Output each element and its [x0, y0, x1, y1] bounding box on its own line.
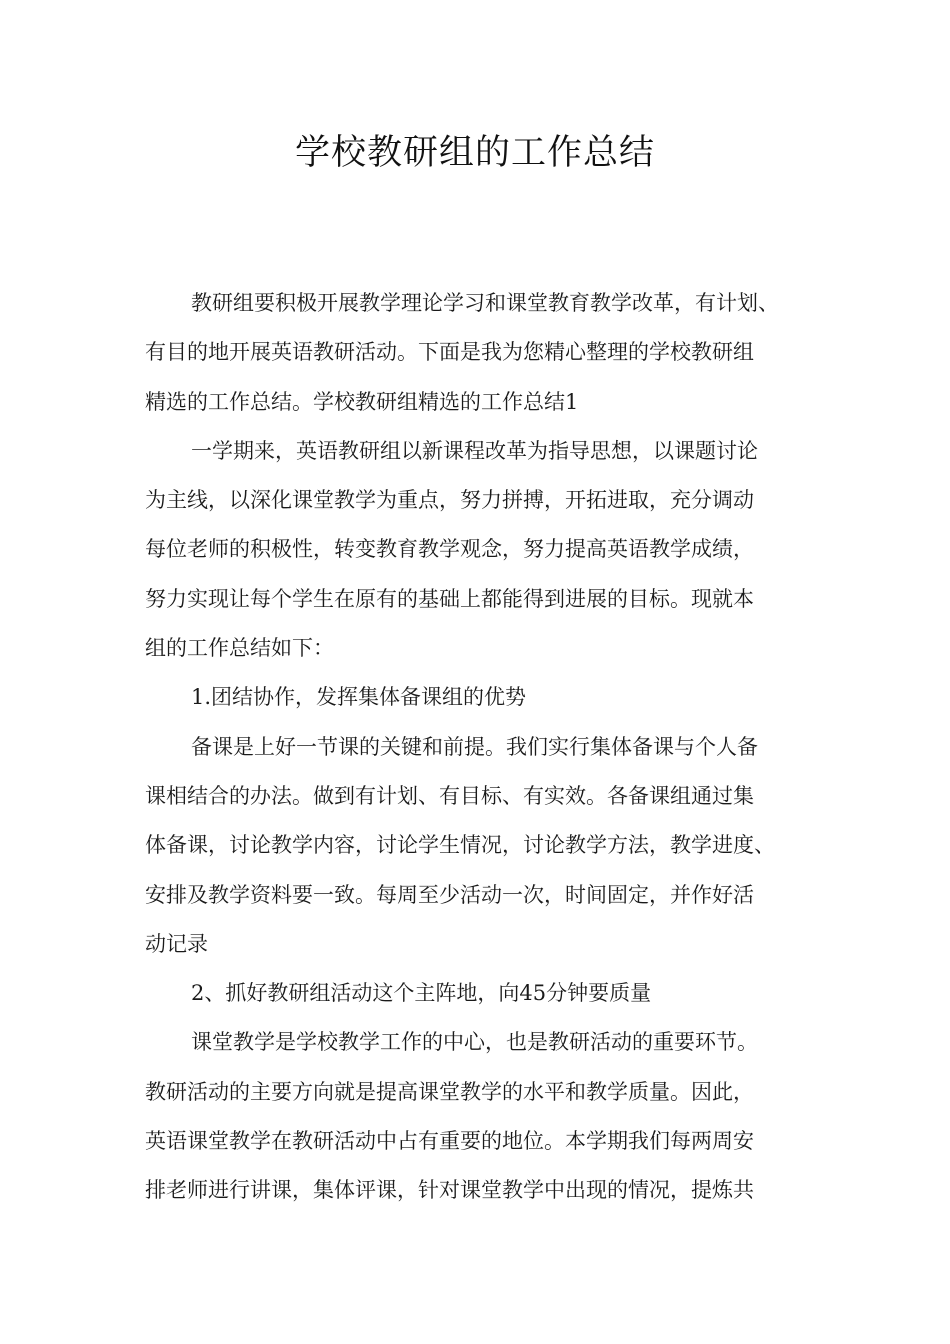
document-title: 学校教研组的工作总结: [294, 133, 655, 173]
document-body: [145, 279, 825, 1216]
text-line: 安排及教学资料要一致。每周至少活动一次，时间固定，并作好活: [145, 882, 754, 907]
section-heading: 1.团结协作，发挥集体备课组的优势: [191, 685, 527, 710]
text-line: 排老师进行讲课，集体评课，针对课堂教学中出现的情况，提炼共: [145, 1178, 754, 1203]
text-line: 教研组要积极开展教学理论学习和课堂教育教学改革，有计划、: [191, 291, 779, 315]
text-line: 为主线，以深化课堂教学为重点，努力拼搏，开拓进取，充分调动: [145, 488, 754, 513]
section-heading: 2、抓好教研组活动这个主阵地，向45分钟要质量: [191, 981, 652, 1006]
text-line: 体备课，讨论教学内容，讨论学生情况，讨论教学方法，教学进度、: [145, 833, 775, 858]
text-line: 英语课堂教学在教研活动中占有重要的地位。本学期我们每两周安: [145, 1129, 754, 1154]
text-line: 动记录: [145, 931, 208, 956]
text-line: 课堂教学是学校教学工作的中心，也是教研活动的重要环节。: [191, 1030, 758, 1055]
text-line: 每位老师的积极性，转变教育教学观念，努力提高英语教学成绩，: [145, 537, 754, 562]
text-line: 努力实现让每个学生在原有的基础上都能得到进展的目标。现就本: [145, 586, 754, 611]
text-line: 备课是上好一节课的关键和前提。我们实行集体备课与个人备: [191, 734, 758, 759]
text-line: 教研活动的主要方向就是提高课堂教学的水平和教学质量。因此，: [145, 1079, 754, 1104]
text-line: 组的工作总结如下：: [145, 636, 334, 661]
text-line: 课相结合的办法。做到有计划、有目标、有实效。各备课组通过集: [145, 783, 754, 808]
text-line: 一学期来，英语教研组以新课程改革为指导思想，以课题讨论: [191, 438, 758, 463]
text-line: 精选的工作总结。学校教研组精选的工作总结1: [145, 389, 579, 414]
text-line: 有目的地开展英语教研活动。下面是我为您精心整理的学校教研组: [145, 340, 754, 365]
